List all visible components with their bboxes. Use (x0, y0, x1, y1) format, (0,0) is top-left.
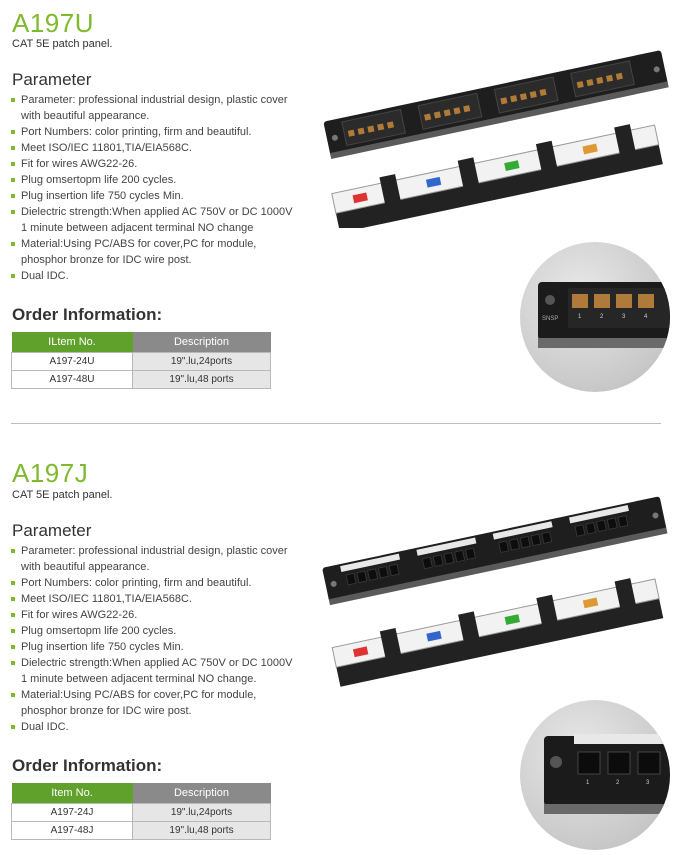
parameter-item: Plug insertion life 750 cycles Min. (11, 639, 296, 655)
parameter-item: Fit for wires AWG22-26. (11, 156, 296, 172)
port-number-label: 4 (644, 314, 648, 320)
product-model-title: A197U (12, 8, 94, 38)
bullet-icon (11, 581, 15, 585)
bullet-icon (11, 645, 15, 649)
parameter-item: Port Numbers: color printing, firm and beautiful. (11, 124, 296, 140)
parameter-item: Meet ISO/IEC 11801,TIA/EIA568C. (11, 140, 296, 156)
port-number-label: 2 (600, 314, 604, 320)
bullet-icon (11, 629, 15, 633)
order-information-heading: Order Information: (12, 305, 163, 324)
port-number-label: 3 (622, 314, 626, 320)
table-header-row (12, 783, 271, 804)
item-no-cell: A197-24J (12, 804, 133, 822)
product-model-title: A197J (12, 458, 89, 488)
bullet-icon (11, 693, 15, 697)
column-header-item-no: Item No. (12, 783, 133, 804)
parameter-item: Parameter: professional industrial design, plastic cover with beautiful appearance. (11, 543, 296, 575)
column-header-description: Description (133, 783, 271, 804)
description-cell: 19".lu,24ports (133, 353, 271, 371)
parameter-item: Plug omsertopm life 200 cycles. (11, 623, 296, 639)
column-header-description: Description (133, 332, 271, 353)
bullet-icon (11, 725, 15, 729)
order-table (11, 783, 271, 840)
port-number-label: 1 (578, 314, 582, 320)
bullet-icon (11, 613, 15, 617)
patch-panel-photo (312, 470, 672, 690)
order-information-heading: Order Information: (12, 756, 163, 775)
parameter-item: Dual IDC. (11, 719, 296, 735)
table-row (12, 804, 271, 822)
parameter-list (11, 543, 296, 735)
bullet-icon (11, 549, 15, 553)
closeup-detail-photo (520, 700, 670, 850)
parameter-item: Dual IDC. (11, 268, 296, 284)
parameter-item: Meet ISO/IEC 11801,TIA/EIA568C. (11, 591, 296, 607)
parameter-item: Fit for wires AWG22-26. (11, 607, 296, 623)
parameter-item: Port Numbers: color printing, firm and beautiful. (11, 575, 296, 591)
parameter-item: Dielectric strength:When applied AC 750V or DC 1000V 1 minute between adjacent terminal NO change (11, 204, 296, 236)
port-closeup-graphic (520, 700, 670, 850)
column-header-item-no: ILtem No. (12, 332, 133, 353)
product-subtitle: CAT 5E patch panel. (12, 38, 113, 50)
description-cell: 19".lu,48 ports (133, 822, 271, 840)
parameter-heading: Parameter (12, 70, 92, 89)
parameter-item: Dielectric strength:When applied AC 750V or DC 1000V 1 minute between adjacent terminal NO change. (11, 655, 296, 687)
parameter-item: Plug insertion life 750 cycles Min. (11, 188, 296, 204)
parameter-item: Parameter: professional industrial design, plastic cover with beautiful appearance. (11, 92, 296, 124)
description-cell: 19".lu,48 ports (133, 371, 271, 389)
parameter-item: Plug omsertopm life 200 cycles. (11, 172, 296, 188)
description-cell: 19".lu,24ports (133, 804, 271, 822)
bullet-icon (11, 597, 15, 601)
item-no-cell: A197-48U (12, 371, 133, 389)
port-number-label: 1 (586, 780, 590, 786)
table-row (12, 822, 271, 840)
bullet-icon (11, 661, 15, 665)
port-number-label: 3 (646, 780, 650, 786)
parameter-item: Material:Using PC/ABS for cover,PC for module, phosphor bronze for IDC wire post. (11, 236, 296, 268)
item-no-cell: A197-48J (12, 822, 133, 840)
parameter-heading: Parameter (12, 521, 92, 540)
parameter-item: Material:Using PC/ABS for cover,PC for module, phosphor bronze for IDC wire post. (11, 687, 296, 719)
port-number-label: 2 (616, 780, 620, 786)
item-no-cell: A197-24U (12, 353, 133, 371)
closeup-brand-label: SNSP (542, 316, 559, 322)
product-subtitle: CAT 5E patch panel. (12, 489, 113, 501)
